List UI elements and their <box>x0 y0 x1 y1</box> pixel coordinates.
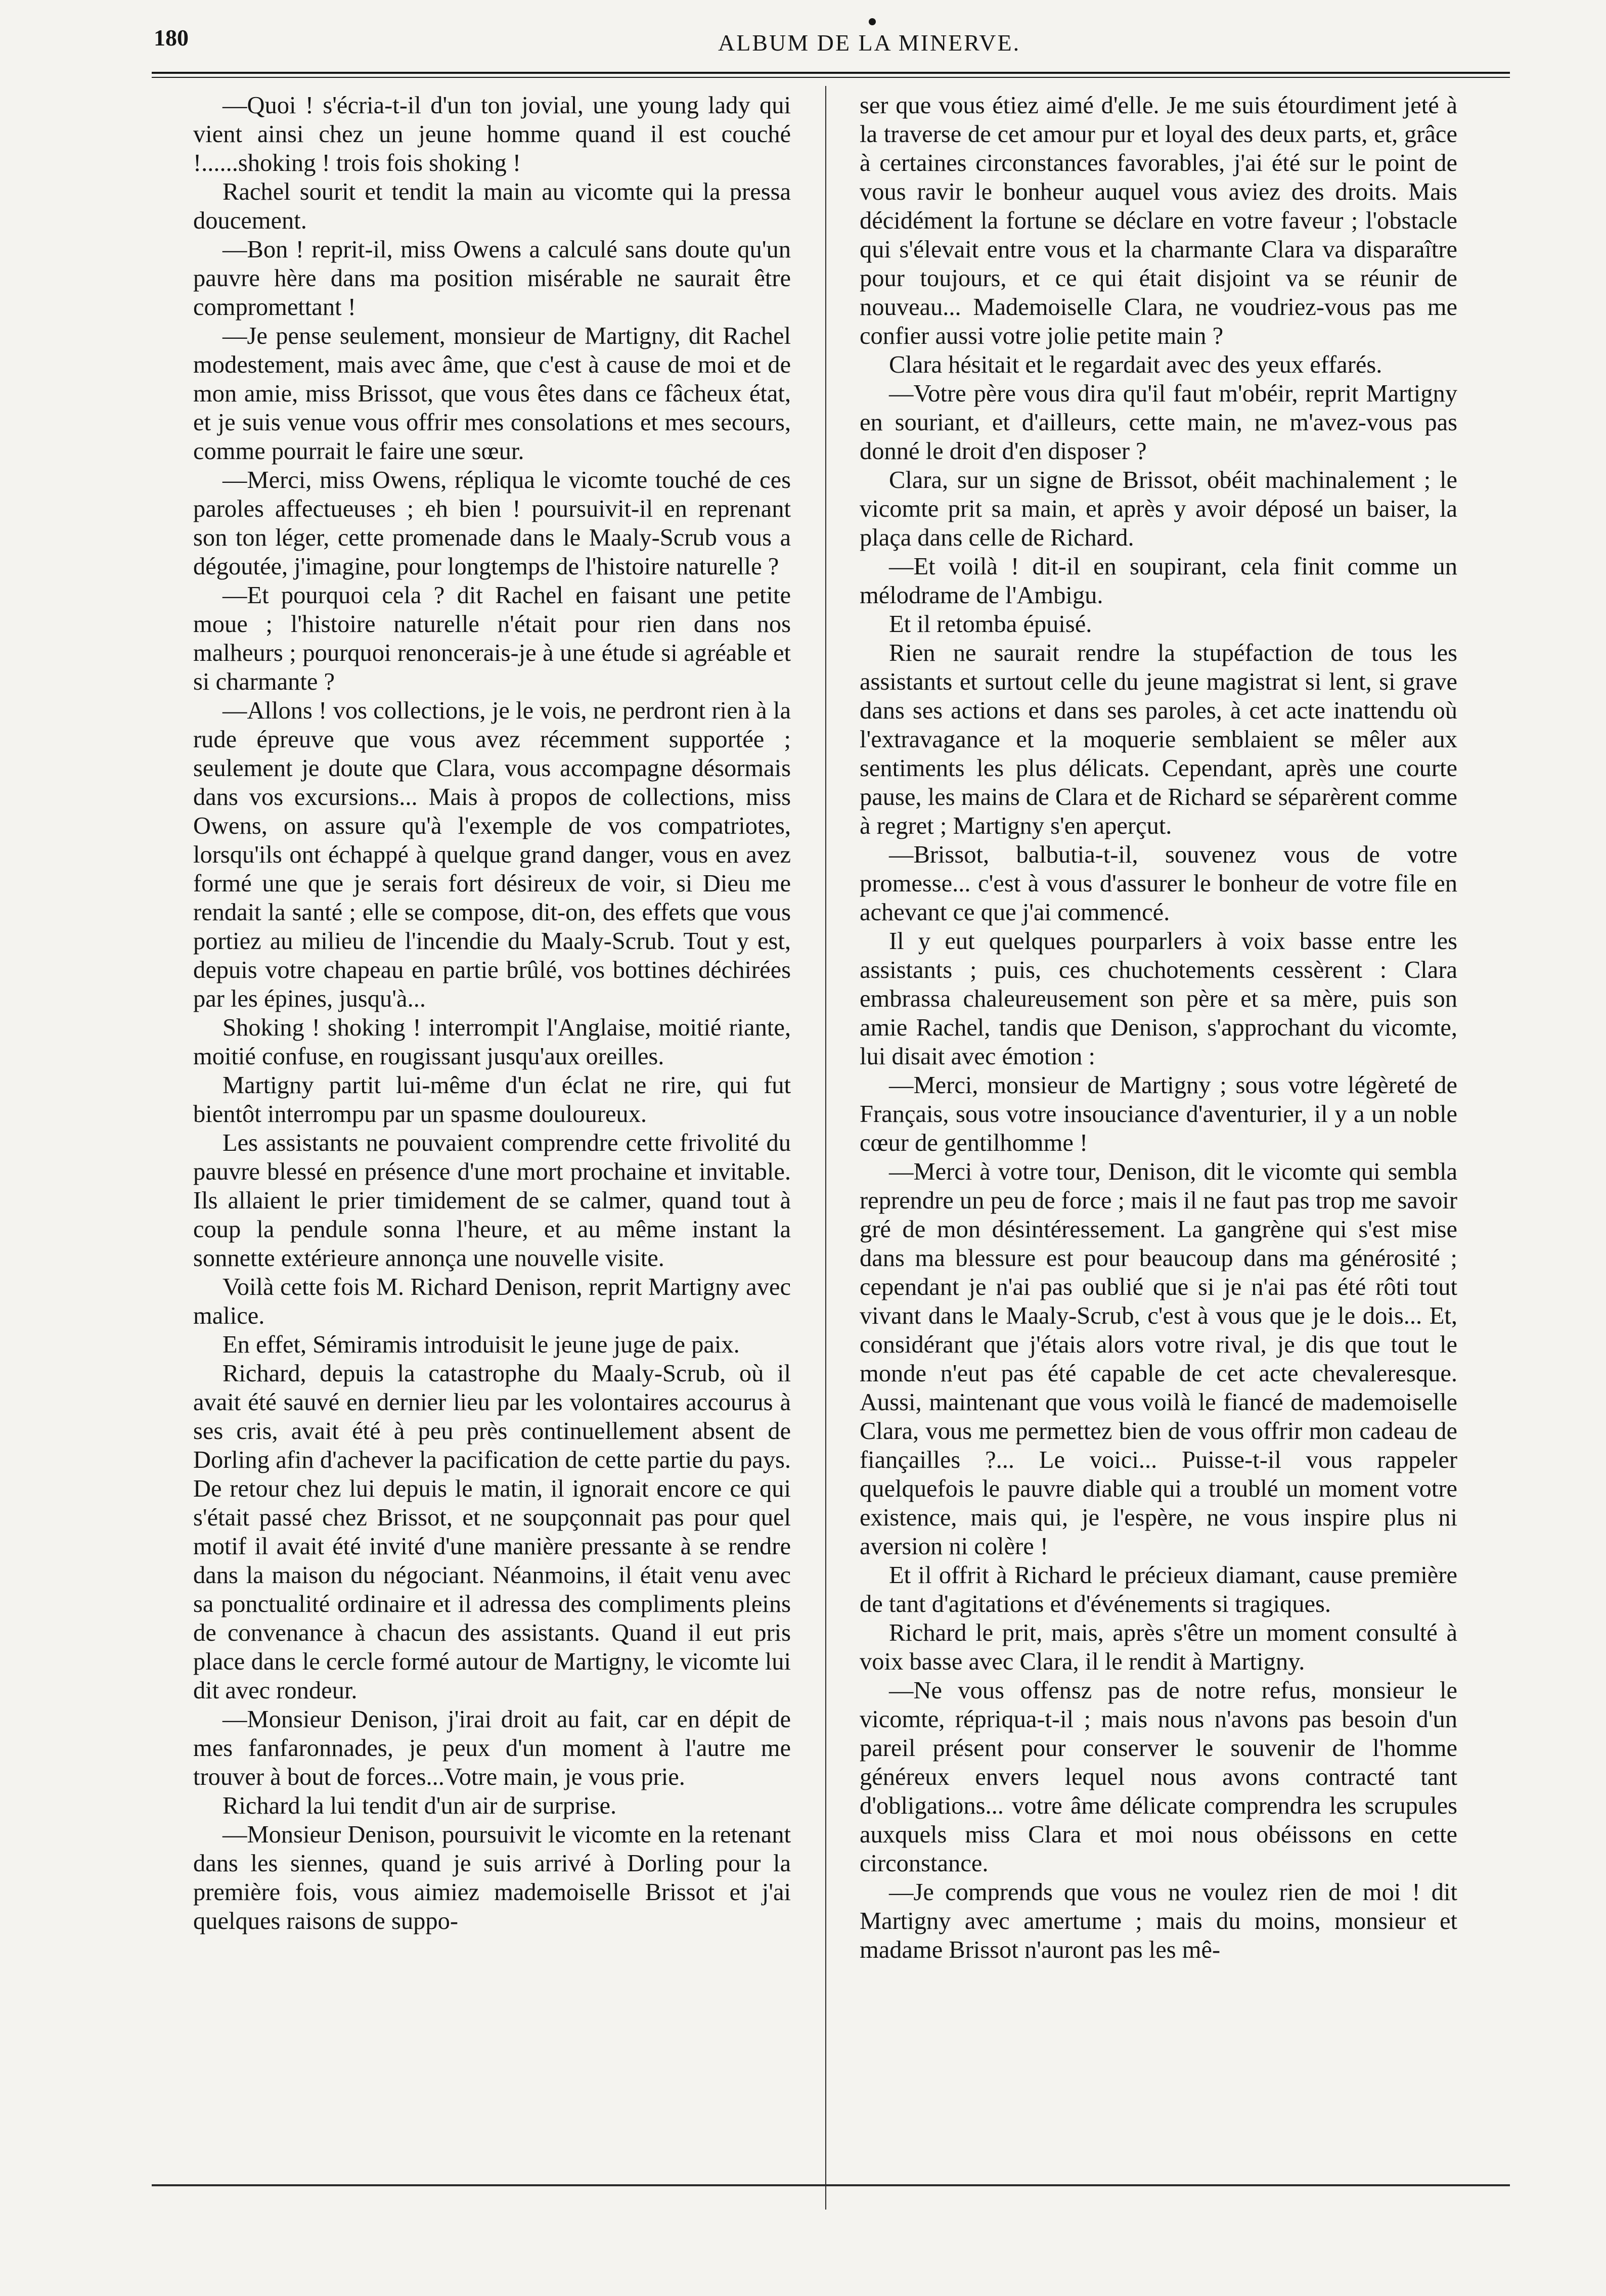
paragraph: —Merci, monsieur de Martigny ; sous votre légèreté de Français, sous votre insouciance d'aventurier, il y a un noble cœur de gentilhomme ! <box>860 1072 1457 1156</box>
paragraph: ser que vous étiez aimé d'elle. Je me suis étourdiment jeté à la traverse de cet amour pur et loyal des deux parts, et, grâce à certaines circonstances favorables, j'ai été sur le point de vous ravir le bonheur auquel vous aviez des droits. Mais décidément la fortune se déclare en votre faveur ; l'obstacle qui s'élevait entre vous et la charmante Clara va disparaître pour toujours, et ce qui était disjoint va se réunir de nouveau... Mademoiselle Clara, ne voudriez-vous pas me confier aussi votre jolie petite main ? <box>860 92 1457 349</box>
paragraph: En effet, Sémiramis introduisit le jeune juge de paix. <box>222 1331 740 1358</box>
paragraph: —Brissot, balbutia-t-il, souvenez vous de votre promesse... c'est à vous d'assurer le bonheur de votre file en achevant ce que j'ai commencé. <box>860 841 1457 926</box>
paragraph: Les assistants ne pouvaient comprendre cette frivolité du pauvre blessé en présence d'une mort prochaine et invitable. Ils allaient le prier timidement de se calmer, quand tout à coup la pendule sonna l'heure, et au même instant la sonnette extérieure annonça une nouvelle visite. <box>193 1130 791 1272</box>
paragraph: Martigny partit lui-même d'un éclat ne rire, qui fut bientôt interrompu par un spasme douloureux. <box>193 1072 791 1128</box>
paragraph: —Quoi ! s'écria-t-il d'un ton jovial, une young lady qui vient ainsi chez un jeune homme quand il est couché !......shoking ! trois fois shoking ! <box>193 92 791 176</box>
paragraph: —Merci, miss Owens, répliqua le vicomte touché de ces paroles affectueuses ; eh bien ! poursuivit-il en reprenant son ton léger, cette promenade dans le Maaly-Scrub vous a dégoutée, j'imagine, pour longtemps de l'histoire naturelle ? <box>193 467 791 580</box>
paragraph: Clara, sur un signe de Brissot, obéit machinalement ; le vicomte prit sa main, et après y avoir déposé un baiser, la plaça dans celle de Richard. <box>860 467 1457 551</box>
paragraph: —Bon ! reprit-il, miss Owens a calculé sans doute qu'un pauvre hère dans ma position misérable ne saurait être compromettant ! <box>193 236 791 321</box>
paragraph: —Et voilà ! dit-il en soupirant, cela finit comme un mélodrame de l'Ambigu. <box>860 553 1457 609</box>
paragraph: Shoking ! shoking ! interrompit l'Anglaise, moitié riante, moitié confuse, en rougissant jusqu'aux oreilles. <box>193 1014 791 1070</box>
paragraph: Voilà cette fois M. Richard Denison, reprit Martigny avec malice. <box>193 1274 791 1329</box>
footer-rule <box>152 2184 1510 2186</box>
paragraph: Rachel sourit et tendit la main au vicomte qui la pressa doucement. <box>193 178 791 234</box>
right-column <box>860 91 1457 2169</box>
left-column <box>193 91 791 2169</box>
paragraph: —Ne vous offensz pas de notre refus, monsieur le vicomte, répriqua-t-il ; mais nous n'avons pas besoin d'un pareil présent pour conserver le souvenir de l'homme généreux envers lequel nous avons contracté tant d'obligations... votre âme délicate comprendra les scrupules auxquels miss Clara et moi nous obéissons en cette circonstance. <box>860 1677 1457 1877</box>
paragraph: —Votre père vous dira qu'il faut m'obéir, reprit Martigny en souriant, et d'ailleurs, cette main, ne m'avez-vous pas donné le droit d'en disposer ? <box>860 380 1457 465</box>
paragraph: Richard, depuis la catastrophe du Maaly-Scrub, où il avait été sauvé en dernier lieu par les volontaires accourus à ses cris, avait été à peu près continuellement absent de Dorling afin d'achever la pacification de cette partie du pays. De retour chez lui depuis le matin, il ignorait encore ce qui s'était passé chez Brissot, et ne soupçonnait pas pour quel motif il avait été invité d'une manière pressante à se rendre dans la maison du négociant. Néanmoins, il était venu avec sa ponctualité ordinaire et il adressa des compliments pleins de convenance à chacun des assistants. Quand il eut pris place dans le cercle formé autour de Martigny, le vicomte lui dit avec rondeur. <box>193 1360 791 1704</box>
paragraph: Et il offrit à Richard le précieux diamant, cause première de tant d'agitations et d'événements si tragiques. <box>860 1562 1457 1617</box>
paragraph: —Allons ! vos collections, je le vois, ne perdront rien à la rude épreuve que vous avez récemment supportée ; seulement je doute que Clara, vous accompagne désormais dans vos excursions... Mais à propos de collections, miss Owens, on assure qu'à l'exemple de vos compatriotes, lorsqu'ils ont échappé à quelque grand danger, vous en avez formé une que je serais fort désireux de voir, si Dieu me rendait la santé ; elle se compose, dit-on, des effets que vous portiez au milieu de l'incendie du Maaly-Scrub. Tout y est, depuis votre chapeau en partie brûlé, vos bottines déchirées par les épines, jusqu'à... <box>193 697 791 1012</box>
paragraph: Clara hésitait et le regardait avec des yeux effarés. <box>889 351 1382 378</box>
paragraph: Il y eut quelques pourparlers à voix basse entre les assistants ; puis, ces chuchotements cessèrent : Clara embrassa chaleureusement son père et sa mère, puis son amie Rachel, tandis que Denison, s'approchant du vicomte, lui disait avec émotion : <box>860 928 1457 1070</box>
header-ornament-dot <box>869 18 876 25</box>
paragraph: Richard la lui tendit d'un air de surprise. <box>222 1792 617 1819</box>
column-divider <box>825 86 826 2210</box>
paragraph: —Je pense seulement, monsieur de Martigny, dit Rachel modestement, mais avec âme, que c'est à cause de moi et de mon amie, miss Brissot, que vous êtes dans ce fâcheux état, et je suis venue vous offrir mes consolations et mes secours, comme pourrait le faire une sœur. <box>193 323 791 465</box>
paragraph: —Monsieur Denison, j'irai droit au fait, car en dépit de mes fanfaronnades, je peux d'un moment à l'autre me trouver à bout de forces...Votre main, je vous prie. <box>193 1706 791 1790</box>
paragraph: Richard le prit, mais, après s'être un moment consulté à voix basse avec Clara, il le rendit à Martigny. <box>860 1619 1457 1675</box>
paragraph: Rien ne saurait rendre la stupéfaction de tous les assistants et surtout celle du jeune magistrat si lent, si grave dans ses actions et dans ses paroles, à cet acte inattendu où l'extravagance et la moquerie semblaient se mêler aux sentiments les plus délicats. Cependant, après une courte pause, les mains de Clara et de Richard se séparèrent comme à regret ; Martigny s'en aperçut. <box>860 640 1457 839</box>
running-title: ALBUM DE LA MINERVE. <box>718 30 1021 56</box>
paragraph: —Merci à votre tour, Denison, dit le vicomte qui sembla reprendre un peu de force ; mais il ne faut pas trop me savoir gré de mon désintéressement. La gangrène qui s'est mise dans ma blessure est pour beaucoup dans ma générosité ; cependant je n'ai pas oublié que si je n'ai pas été rôti tout vivant dans le Maaly-Scrub, c'est à vous que je le dois... Et, considérant que j'étais alors votre rival, je dis que tout le monde n'eut pas été capable de cet acte chevaleresque. Aussi, maintenant que vous voilà le fiancé de mademoiselle Clara, vous me permettez bien de vous offrir mon cadeau de fiançailles ?... Le voici... Puisse-t-il vous rappeler quelquefois le pauvre diable qui a troublé un moment votre existence, mais qui, je l'espère, ne vous inspire plus ni aversion ni colère ! <box>860 1158 1457 1560</box>
paragraph: —Monsieur Denison, poursuivit le vicomte en la retenant dans les siennes, quand je suis arrivé à Dorling pour la première fois, vous aimiez mademoiselle Brissot et j'ai quelques raisons de suppo- <box>193 1821 791 1934</box>
page-number: 180 <box>154 25 189 51</box>
paragraph: —Je comprends que vous ne voulez rien de moi ! dit Martigny avec amertume ; mais du moins, monsieur et madame Brissot n'auront pas les mê- <box>860 1879 1457 1963</box>
paragraph: Et il retomba épuisé. <box>889 611 1092 638</box>
paragraph: —Et pourquoi cela ? dit Rachel en faisant une petite moue ; l'histoire naturelle n'était pour rien dans nos malheurs ; pourquoi renoncerais-je à une étude si agréable et si charmante ? <box>193 582 791 695</box>
header-rule <box>152 72 1510 78</box>
